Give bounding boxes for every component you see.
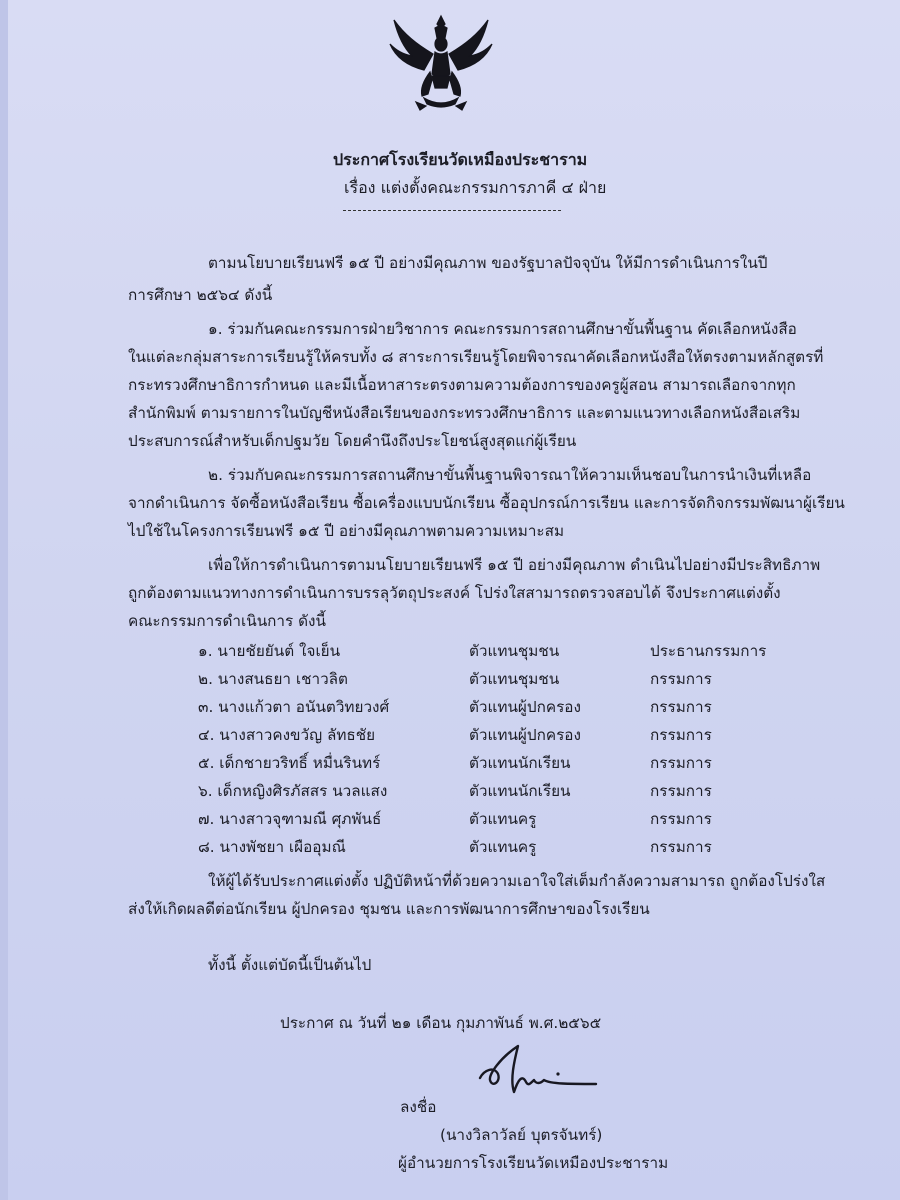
duty-line: ให้ผู้ได้รับประกาศแต่งตั้ง ปฏิบัติหน้าที่ด้วยความเอาใจใส่เต็มกำลังความสามารถ ถูกต้องโปร่งใส [208, 872, 826, 890]
member-position: ประธานกรรมการ [650, 642, 767, 660]
member-name: ๒. นางสนธยา เชาวลิต [198, 670, 348, 688]
item1-line: กระทรวงศึกษาธิการกำหนด และมีเนื้อหาสาระตรงตามความต้องการของครูผู้สอน สามารถเลือกจากทุก [128, 376, 796, 394]
member-position: กรรมการ [650, 670, 712, 688]
item1-line: ประสบการณ์สำหรับเด็กปฐมวัย โดยคำนึงถึงประโยชน์สูงสุดแก่ผู้เรียน [128, 432, 577, 450]
member-name: ๔. นางสาวคงขวัญ ลัทธชัย [198, 726, 376, 744]
committee-row [198, 638, 818, 660]
title-separator [343, 210, 561, 211]
signatory-title: ผู้อำนวยการโรงเรียนวัดเหมืองประชาราม [398, 1154, 669, 1172]
member-position: กรรมการ [650, 782, 712, 800]
handwritten-signature [470, 1040, 610, 1110]
purpose-line: คณะกรรมการดำเนินการ ดังนี้ [128, 612, 326, 630]
member-position: กรรมการ [650, 810, 712, 828]
member-position: กรรมการ [650, 754, 712, 772]
item2-line: จากดำเนินการ จัดซื้อหนังสือเรียน ซื้อเครื่องแบบนักเรียน ซื้ออุปกรณ์การเรียน และการจัดกิจกรรมพัฒนาผู้เรียน [128, 494, 845, 512]
committee-row [198, 834, 818, 856]
member-name: ๓. นางแก้วตา อนันตวิทยวงศ์ [198, 698, 390, 716]
committee-row [198, 666, 818, 688]
announcement-date: ประกาศ ณ วันที่ ๒๑ เดือน กุมภาพันธ์ พ.ศ.๒๕๖๕ [280, 1014, 602, 1032]
member-name: ๑. นายชัยยันต์ ใจเย็น [198, 642, 341, 660]
signatory-name: (นางวิลาวัลย์ บุตรจันทร์) [440, 1126, 603, 1144]
committee-row [198, 750, 818, 772]
document-subject: เรื่อง แต่งตั้งคณะกรรมการภาคี ๔ ฝ่าย [344, 178, 607, 197]
member-role: ตัวแทนนักเรียน [469, 754, 571, 772]
committee-row [198, 722, 818, 744]
member-position: กรรมการ [650, 726, 712, 744]
member-name: ๕. เด็กชายวริทธิ์ หมื่นรินทร์ [198, 754, 381, 772]
signature-label: ลงชื่อ [400, 1098, 437, 1116]
item2-line: ไปใช้ในโครงการเรียนฟรี ๑๕ ปี อย่างมีคุณภาพตามความเหมาะสม [128, 522, 565, 540]
page-edge [0, 0, 8, 1200]
member-role: ตัวแทนชุมชน [469, 670, 560, 688]
member-role: ตัวแทนครู [469, 810, 537, 828]
member-name: ๘. นางพัชยา เผืออุมณี [198, 838, 346, 856]
member-name: ๖. เด็กหญิงศิรภัสสร นวลแสง [198, 782, 388, 800]
member-role: ตัวแทนครู [469, 838, 537, 856]
member-role: ตัวแทนชุมชน [469, 642, 560, 660]
item2-line: ๒. ร่วมกับคณะกรรมการสถานศึกษาขั้นพื้นฐานพิจารณาให้ความเห็นชอบในการนำเงินที่เหลือ [208, 466, 812, 484]
member-name: ๗. นางสาวจุฑามณี ศุภพันธ์ [198, 810, 382, 828]
intro-line: การศึกษา ๒๕๖๔ ดังนี้ [128, 286, 273, 304]
committee-row [198, 694, 818, 716]
member-position: กรรมการ [650, 838, 712, 856]
item1-line: ๑. ร่วมกันคณะกรรมการฝ่ายวิชาการ คณะกรรมการสถานศึกษาขั้นพื้นฐาน คัดเลือกหนังสือ [208, 320, 797, 338]
item1-line: ในแต่ละกลุ่มสาระการเรียนรู้ให้ครบทั้ง ๘ สาระการเรียนรู้โดยพิจารณาคัดเลือกหนังสือให้ตรงตามหลักสูตรที่ [128, 348, 824, 366]
member-role: ตัวแทนผู้ปกครอง [469, 726, 581, 744]
intro-line: ตามนโยบายเรียนฟรี ๑๕ ปี อย่างมีคุณภาพ ของรัฐบาลปัจจุบัน ให้มีการดำเนินการในปี [208, 254, 768, 272]
committee-row [198, 778, 818, 800]
document-title: ประกาศโรงเรียนวัดเหมืองประชาราม [333, 150, 588, 169]
member-role: ตัวแทนผู้ปกครอง [469, 698, 581, 716]
purpose-line: ถูกต้องตามแนวทางการดำเนินการบรรลุวัตถุประสงค์ โปร่งใสสามารถตรวจสอบได้ จึงประกาศแต่งตั้ง [128, 584, 781, 602]
duty-line: ส่งให้เกิดผลดีต่อนักเรียน ผู้ปกครอง ชุมชน และการพัฒนาการศึกษาของโรงเรียน [128, 900, 650, 918]
effective-statement: ทั้งนี้ ตั้งแต่บัดนี้เป็นต้นไป [208, 956, 372, 974]
committee-row [198, 806, 818, 828]
garuda-emblem-icon [386, 14, 496, 114]
member-role: ตัวแทนนักเรียน [469, 782, 571, 800]
member-position: กรรมการ [650, 698, 712, 716]
purpose-line: เพื่อให้การดำเนินการตามนโยบายเรียนฟรี ๑๕ ปี อย่างมีคุณภาพ ดำเนินไปอย่างมีประสิทธิภาพ [208, 556, 821, 574]
item1-line: สำนักพิมพ์ ตามรายการในบัญชีหนังสือเรียนของกระทรวงศึกษาธิการ และตามแนวทางเลือกหนังสือเสริม [128, 404, 801, 422]
